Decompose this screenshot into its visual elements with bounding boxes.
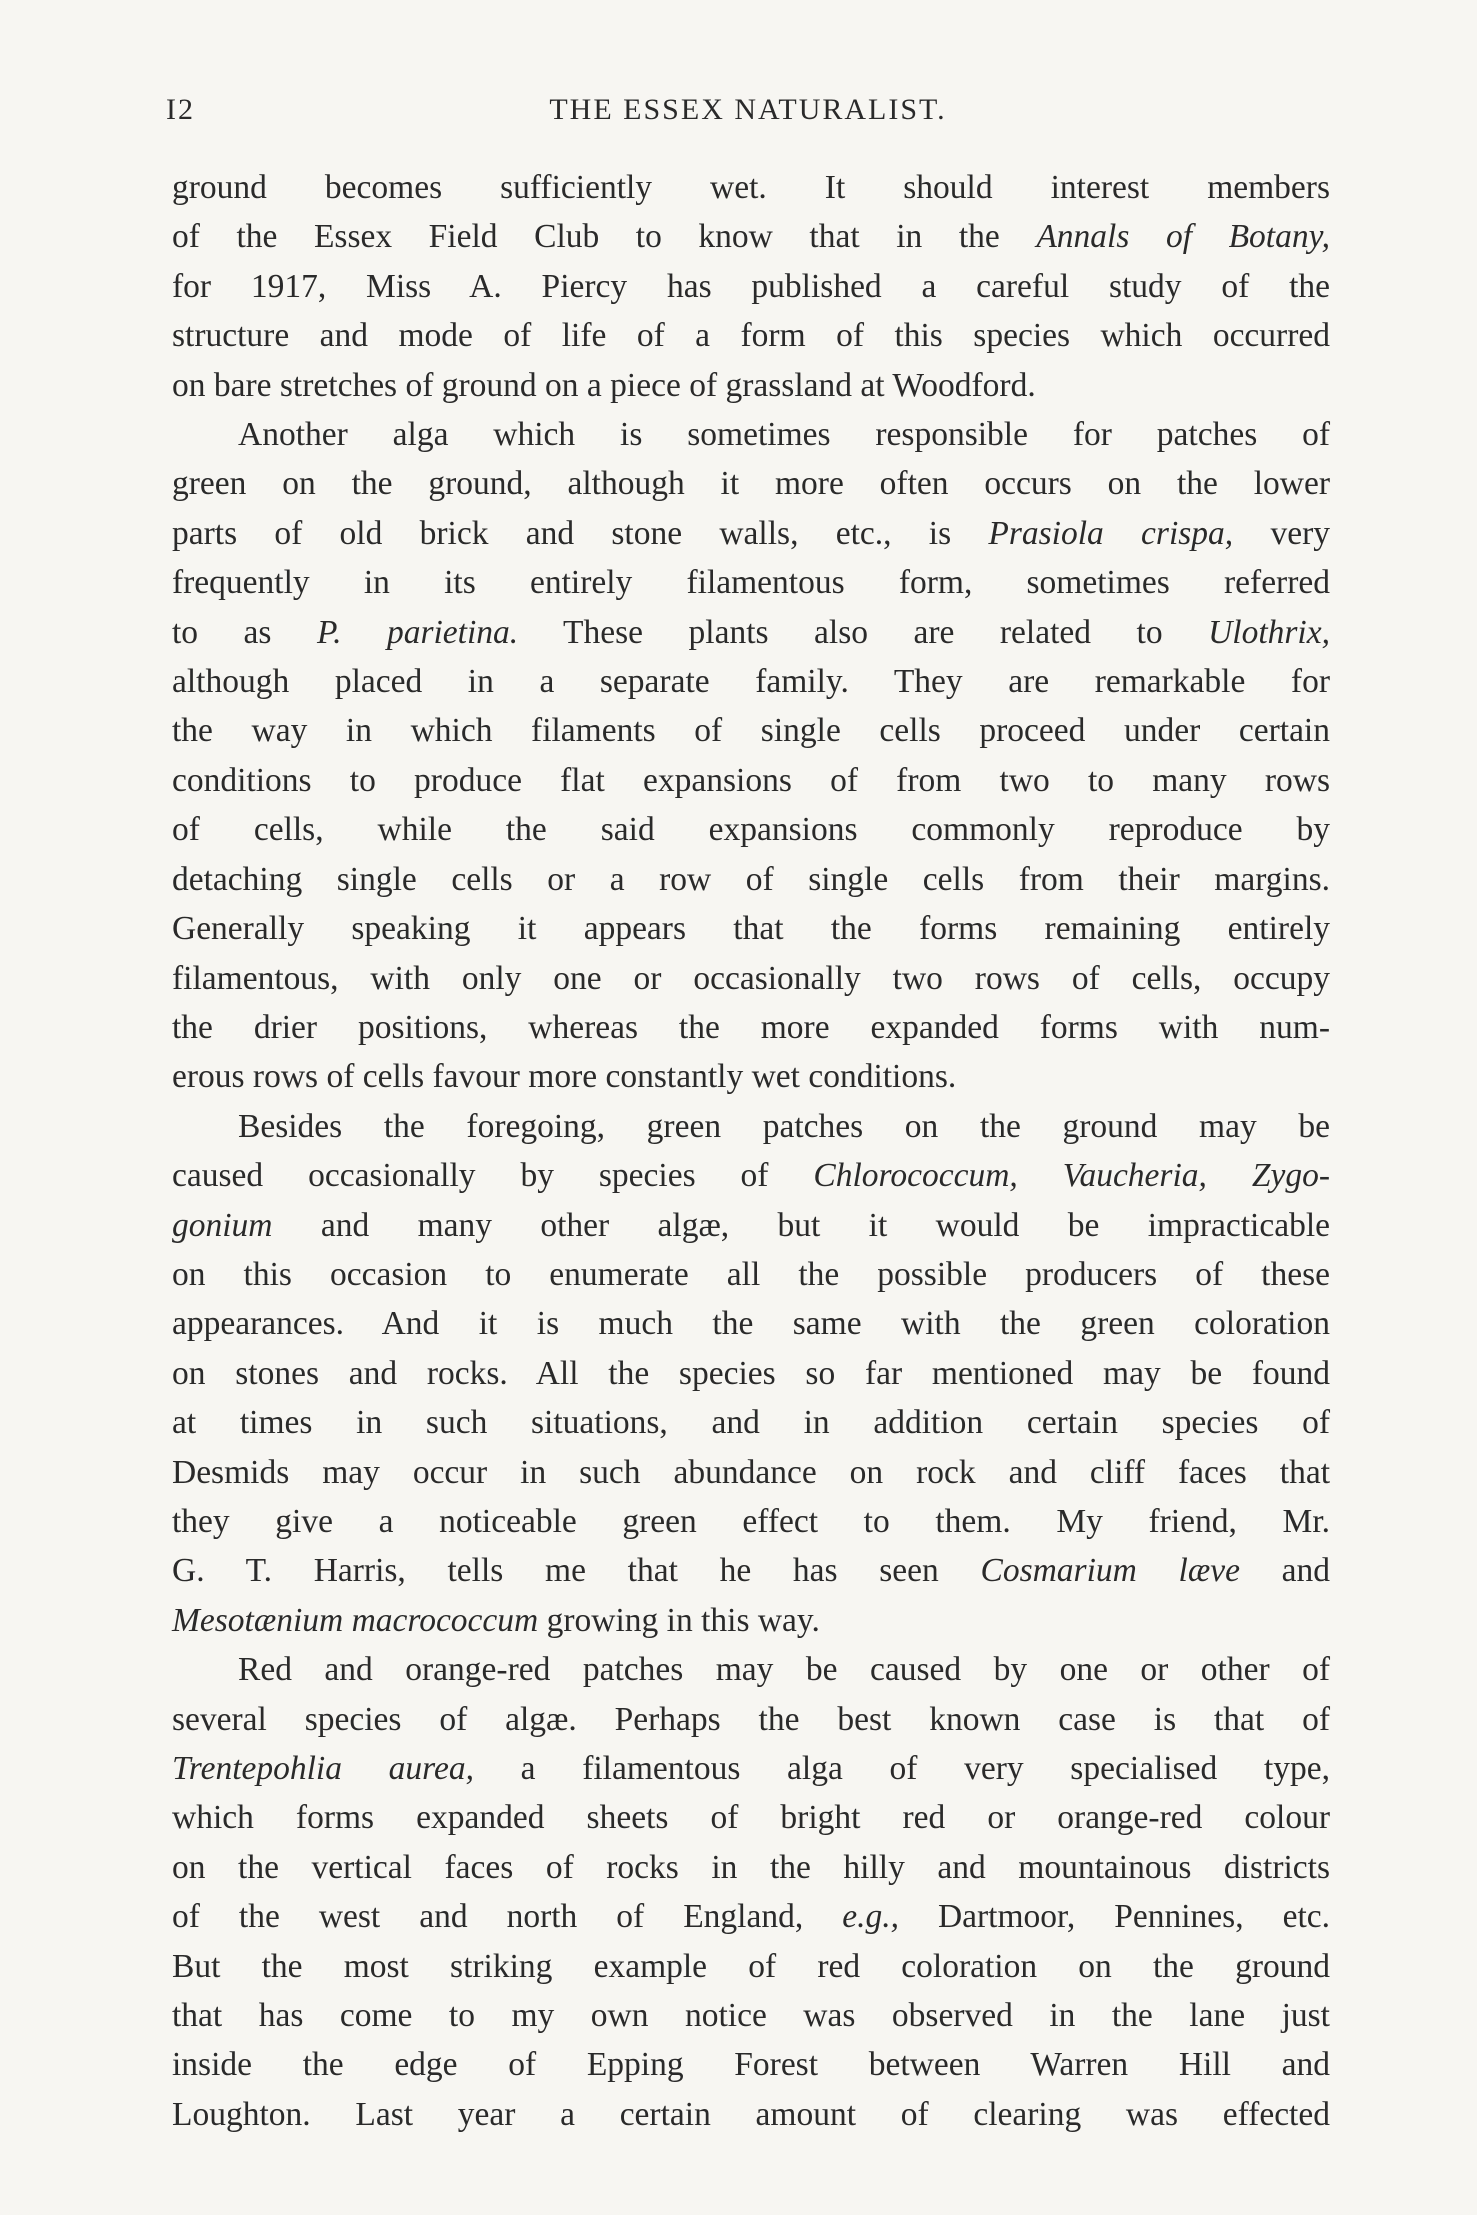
- paragraph-4: [172, 1645, 1330, 2139]
- text-line: detaching single cells or a row of single cells from their margins.: [172, 860, 1330, 898]
- text-line: inside the edge of Epping Forest between Warren Hill and: [172, 2046, 1330, 2084]
- text-line: structure and mode of life of a form of this species which occurred: [172, 317, 1330, 355]
- text-line: several species of algæ. Perhaps the best known case is that of: [172, 1700, 1330, 1738]
- text-line: they give a noticeable green effect to them. My friend, Mr.: [172, 1502, 1330, 1540]
- text-line: the way in which filaments of single cells proceed under certain: [172, 712, 1330, 750]
- text-line: caused occasionally by species of Chlorococcum, Vaucheria, Zygo-: [172, 1157, 1330, 1195]
- body-text: [172, 163, 1330, 2139]
- text-line: at times in such situations, and in addition certain species of: [172, 1404, 1330, 1442]
- italic-title: Annals of Botany,: [1036, 218, 1330, 256]
- text-line: appearances. And it is much the same with the green coloration: [172, 1305, 1330, 1343]
- text-line: filamentous, with only one or occasionally two rows of cells, occupy: [172, 959, 1330, 997]
- text-line: Red and orange-red patches may be caused by one or other of: [238, 1651, 1330, 1689]
- text-line: G. T. Harris, tells me that he has seen Cosmarium læve and: [172, 1552, 1331, 1590]
- text-line: ground becomes sufficiently wet. It should interest members: [172, 169, 1330, 206]
- italic-species: Chlorococcum, Vaucheria, Zygo-: [813, 1157, 1330, 1195]
- text-line: But the most striking example of red coloration on the ground: [172, 1947, 1330, 1985]
- text-line: which forms expanded sheets of bright red or orange-red colour: [172, 1799, 1330, 1837]
- text-line: parts of old brick and stone walls, etc., is Prasiola crispa, very: [172, 514, 1330, 552]
- text-line: Trentepohlia aurea, a filamentous alga of very specialised type,: [172, 1750, 1331, 1787]
- text-line: conditions to produce flat expansions of from two to many rows: [172, 761, 1330, 799]
- italic-species: gonium: [172, 1206, 273, 1244]
- text-line: the drier positions, whereas the more expanded forms with num-: [172, 1008, 1330, 1046]
- text-line: for 1917, Miss A. Piercy has published a careful study of the: [172, 267, 1330, 305]
- text-line: Mesotænium macrococcum growing in this way.: [172, 1601, 820, 1639]
- text-line: that has come to my own notice was observed in the lane just: [172, 1997, 1330, 2035]
- italic-abbrev: e.g.,: [842, 1898, 899, 1936]
- text-line: Loughton. Last year a certain amount of clearing was effected: [172, 2095, 1330, 2133]
- text-line: Desmids may occur in such abundance on rock and cliff faces that: [172, 1453, 1330, 1491]
- running-head: [166, 93, 1330, 133]
- text-line: erous rows of cells favour more constantly wet conditions.: [172, 1058, 957, 1096]
- paragraph-1: [172, 163, 1330, 410]
- text-line: to as P. parietina. These plants also are related to Ulothrix,: [172, 613, 1330, 651]
- page-number: I2: [166, 93, 195, 126]
- italic-species: Trentepohlia aurea,: [172, 1750, 474, 1787]
- text-line: of the Essex Field Club to know that in the Annals of Botany,: [172, 218, 1330, 256]
- text-line: on this occasion to enumerate all the possible producers of these: [172, 1255, 1330, 1293]
- text-line: on the vertical faces of rocks in the hilly and mountainous districts: [172, 1848, 1330, 1886]
- text-line: of cells, while the said expansions commonly reproduce by: [172, 811, 1330, 849]
- text-line: on stones and rocks. All the species so far mentioned may be found: [172, 1354, 1330, 1392]
- italic-species: Prasiola crispa,: [988, 514, 1234, 552]
- text-line: Besides the foregoing, green patches on the ground may be: [238, 1107, 1330, 1145]
- italic-species: Mesotænium macrococcum: [172, 1601, 539, 1639]
- text-line: gonium and many other algæ, but it would be impracticable: [172, 1206, 1330, 1244]
- text-line: although placed in a separate family. They are remarkable for: [172, 663, 1330, 701]
- text-line: frequently in its entirely filamentous form, sometimes referred: [172, 564, 1330, 602]
- text-line: on bare stretches of ground on a piece of grassland at Woodford.: [172, 366, 1036, 404]
- italic-species: P. parietina.: [316, 613, 519, 651]
- italic-species: Cosmarium læve: [980, 1552, 1240, 1590]
- italic-species: Ulothrix,: [1208, 613, 1330, 651]
- text-line: green on the ground, although it more often occurs on the lower: [172, 465, 1330, 503]
- paragraph-3: [172, 1102, 1330, 1645]
- journal-title: THE ESSEX NATURALIST.: [549, 93, 947, 126]
- paragraph-2: [172, 410, 1330, 1102]
- text-line: Another alga which is sometimes responsible for patches of: [238, 416, 1330, 454]
- text-line: Generally speaking it appears that the forms remaining entirely: [172, 910, 1330, 948]
- text-line: of the west and north of England, e.g., Dartmoor, Pennines, etc.: [172, 1898, 1330, 1936]
